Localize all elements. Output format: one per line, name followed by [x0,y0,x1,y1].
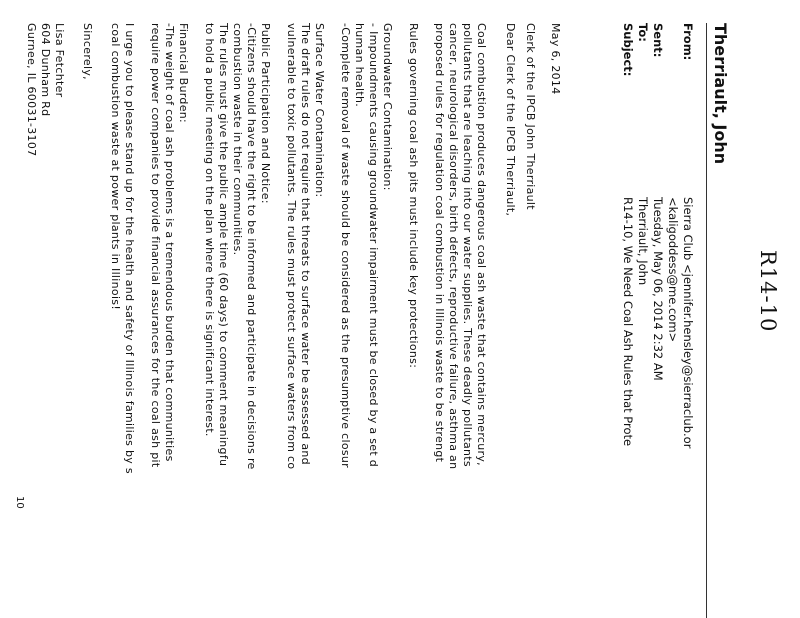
body-line: Groundwater Contamination: [381,23,394,191]
header-value: <kaligoddess@me.com> [666,197,680,343]
body-line: Rules governing coal ash pits must include key protections: [407,23,420,369]
body-line: Financial Burden: [177,23,190,124]
body-line: -The weight of coal ash problems is a tremendous burden that communities [163,23,176,462]
author-divider [706,23,707,618]
body-line: 604 Dunham Rd [39,23,52,117]
body-line: -Citizens should have the right to be informed and participate in decisions re [245,23,258,470]
body-line: vulnerable to toxic pollutants. The rules must protect surface waters from co [285,23,298,470]
body-line: Public Participation and Notice: [259,23,272,204]
body-line: Sincerely, [81,23,94,80]
body-line: -Complete removal of waste should be considered as the presumptive closur [339,23,352,468]
header-label: Subject: [621,23,635,77]
body-line: The draft rules do not require that threats to surface water be assessed and [299,23,312,465]
body-line: to hold a public meeting on the plan where there is significant interest. [203,23,216,437]
body-line: require power companies to provide financial assurances for the coal ash pit [149,23,162,468]
header-value: Therriault, John [636,197,650,286]
body-line: cancer, neurological disorders, birth defects, reproductive failure, asthma an [447,23,460,470]
header-value: Tuesday, May 06, 2014 2:32 AM [651,197,665,381]
body-line: pollutants that are leaching into our water supplies. These deadly pollutants [461,23,474,467]
body-line: human health. [353,23,366,108]
body-line: Coal combustion produces dangerous coal ash waste that contains mercury, [475,23,488,466]
header-value: Sierra Club <jennifer.hensley@sierraclub.or [681,197,695,449]
document-id: R14-10 [756,250,780,333]
body-line: I urge you to please stand up for the health and safety of Illinois families by s [123,23,136,474]
body-line: coal combustion waste at power plants in Illinois! [109,23,122,311]
author-name: Therriault, John [711,23,730,165]
header-label: Sent: [651,23,665,58]
body-line: combustion waste in their communities. [231,23,244,256]
body-line: - Impoundments causing groundwater impairment must be closed by a set d [367,23,380,468]
body-line: proposed rules for regulation coal combustion in Illinois waste to be strengt [433,23,446,463]
header-label: From: [681,23,695,61]
body-line: Lisa Fetchter [53,23,66,98]
body-line: Clerk of the IPCB John Therriault [524,23,537,210]
header-label: To: [636,23,650,42]
page-number: 10 [14,496,25,509]
body-line: Surface Water Contamination: [313,23,326,198]
body-line: Gurnee, IL 60031-3107 [25,23,38,157]
body-line: May 6, 2014 [549,23,562,95]
body-line: Dear Clerk of the IPCB Therriault, [504,23,517,217]
body-line: The rules must give the public ample time (60 days) to comment meaningfu [217,23,230,467]
header-value: R14-10, We Need Coal Ash Rules that Prote [621,197,635,447]
